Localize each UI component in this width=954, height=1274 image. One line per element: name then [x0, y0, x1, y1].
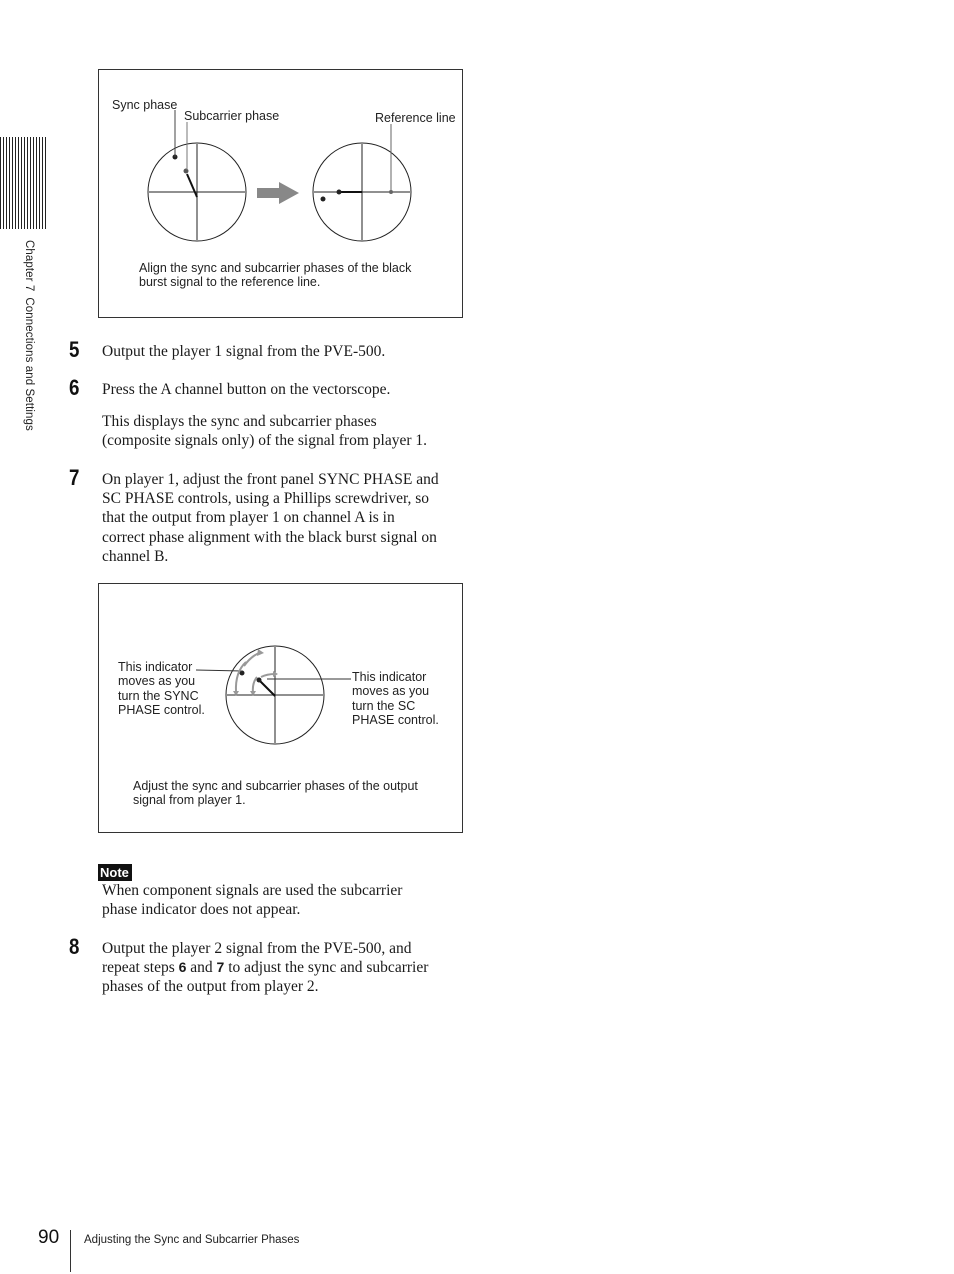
label-reference-line: Reference line	[375, 111, 456, 125]
chapter-tab-label	[23, 240, 35, 431]
step-8-line2-mid: and	[186, 959, 217, 976]
figure2-caption-line1: Adjust the sync and subcarrier phases of the output	[133, 779, 418, 793]
figure1-caption-line2: burst signal to the reference line.	[139, 275, 321, 289]
step-8-line2-post: to adjust the sync and subcarrier	[224, 959, 429, 976]
right-note-line3: turn the SC	[352, 699, 416, 713]
step-ref-7: 7	[216, 959, 225, 975]
step-8-line2	[102, 958, 464, 977]
left-note-line4: PHASE control.	[118, 703, 205, 717]
step-number-8: 8	[69, 934, 80, 959]
left-note-line3: turn the SYNC	[118, 689, 199, 703]
chapter-title: Connections and Settings	[23, 297, 35, 431]
step-7-line4: correct phase alignment with the black burst signal on	[102, 529, 437, 546]
step-7-line2: SC PHASE controls, using a Phillips screwdriver, so	[102, 490, 430, 507]
step-7-line3: that the output from player 1 on channel A is in	[102, 509, 395, 526]
right-note-line4: PHASE control.	[352, 713, 439, 727]
footer-divider	[70, 1230, 71, 1272]
step-7-line5: channel B.	[102, 548, 169, 565]
step-5-text: Output the player 1 signal from the PVE-500.	[102, 343, 386, 360]
step-8-line2-pre: repeat steps	[102, 959, 179, 976]
note-line2: phase indicator does not appear.	[102, 901, 301, 918]
step-6-sub-line2: (composite signals only) of the signal from player 1.	[102, 432, 428, 449]
label-subcarrier-phase: Subcarrier phase	[184, 109, 280, 123]
left-note-line1: This indicator	[118, 660, 193, 674]
note-line1: When component signals are used the subcarrier	[102, 882, 403, 899]
note-badge: Note	[98, 864, 132, 881]
step-number-5: 5	[69, 337, 80, 362]
right-arrow-icon	[257, 182, 299, 204]
step-number-6: 6	[69, 375, 80, 400]
figure1-caption-line1: Align the sync and subcarrier phases of the black	[139, 261, 412, 275]
step-number-7: 7	[69, 465, 80, 490]
step-6-text: Press the A channel button on the vectorscope.	[102, 381, 391, 398]
left-note-line2: moves as you	[118, 674, 196, 688]
right-note-line2: moves as you	[352, 684, 430, 698]
chapter-number: Chapter 7	[23, 240, 35, 292]
step-8-line1: Output the player 2 signal from the PVE-500, and	[102, 940, 412, 957]
label-sync-phase: Sync phase	[112, 98, 178, 112]
figure2-caption-line2: signal from player 1.	[133, 793, 246, 807]
page-number: 90	[38, 1227, 60, 1248]
step-7-line1: On player 1, adjust the front panel SYNC PHASE and	[102, 471, 439, 488]
right-note-line1: This indicator	[352, 670, 427, 684]
step-6-sub-line1: This displays the sync and subcarrier phases	[102, 413, 377, 430]
figure-adjust-phases	[98, 583, 463, 833]
step-8-line3: phases of the output from player 2.	[102, 978, 319, 995]
figure-align-phases	[98, 69, 463, 318]
step-ref-6: 6	[178, 959, 187, 975]
chapter-tab-stripes	[0, 137, 48, 229]
footer-section-title: Adjusting the Sync and Subcarrier Phases	[84, 1234, 300, 1246]
